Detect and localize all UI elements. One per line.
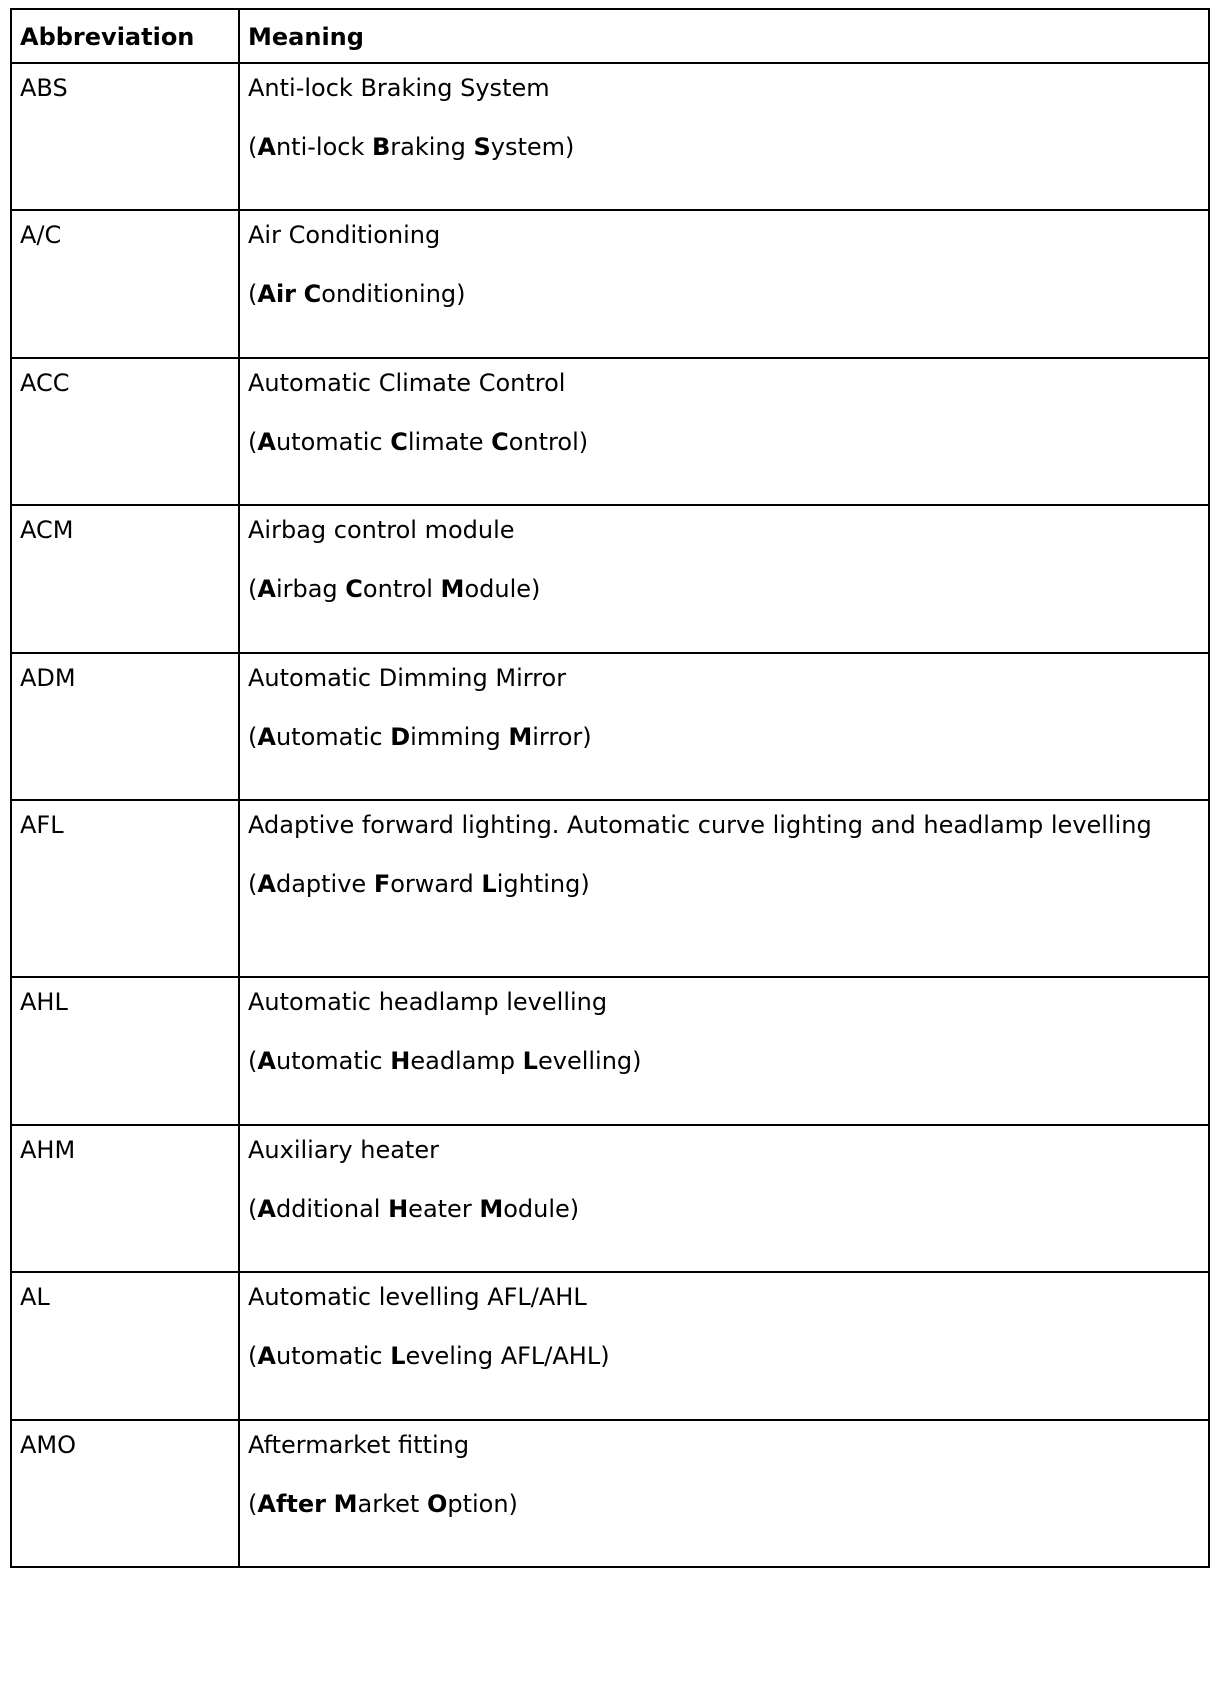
expansion-text: irbag (275, 575, 346, 604)
expansion-initial: L (481, 870, 497, 899)
meaning-description: Automatic levelling AFL/AHL (248, 1283, 587, 1311)
expansion-text: nti-lock (275, 133, 372, 162)
meaning-expansion (248, 721, 1200, 753)
expansion-initial: M (333, 1490, 358, 1519)
meaning-cell (239, 1125, 1209, 1272)
meaning-description: Airbag control module (248, 516, 515, 544)
expansion-initial: After (257, 1490, 326, 1519)
abbreviation-cell: A/C (11, 210, 239, 358)
expansion-initial: B (371, 133, 391, 162)
expansion-initial: Air (257, 280, 297, 309)
meaning-description: Automatic Climate Control (248, 369, 566, 397)
meaning-expansion (248, 1340, 1200, 1372)
table-row (11, 63, 1209, 210)
abbreviation-cell: ABS (11, 63, 239, 210)
expansion-initial: C (390, 428, 408, 457)
table-row (11, 653, 1209, 800)
table-row (11, 1272, 1209, 1420)
expansion-initial: A (257, 1195, 276, 1224)
expansion-text: ( (248, 428, 258, 457)
meaning-cell (239, 1420, 1209, 1567)
expansion-initial: A (257, 1047, 276, 1076)
expansion-text: odule) (464, 575, 541, 604)
expansion-text: ( (248, 133, 258, 162)
expansion-initial: C (491, 428, 509, 457)
expansion-text: irror) (532, 723, 592, 752)
expansion-initial: L (390, 1342, 406, 1371)
table-body (11, 63, 1209, 1567)
expansion-text: arket (357, 1490, 427, 1519)
expansion-text: utomatic (275, 428, 391, 457)
expansion-text: utomatic (275, 1342, 391, 1371)
expansion-text: raking (390, 133, 474, 162)
abbreviation-cell: AHM (11, 1125, 239, 1272)
expansion-initial: C (345, 575, 363, 604)
expansion-text: dditional (275, 1195, 389, 1224)
expansion-text: evelling) (537, 1047, 642, 1076)
abbreviation-table (10, 8, 1210, 1568)
table-row (11, 1420, 1209, 1567)
expansion-text: daptive (275, 870, 374, 899)
expansion-text: ( (248, 1195, 258, 1224)
expansion-initial: M (508, 723, 533, 752)
meaning-expansion (248, 278, 1200, 310)
meaning-expansion (248, 426, 1200, 458)
expansion-text: ( (248, 870, 258, 899)
expansion-text: ( (248, 1342, 258, 1371)
meaning-description: Automatic headlamp levelling (248, 988, 608, 1016)
expansion-text: ( (248, 575, 258, 604)
meaning-description: Anti-lock Braking System (248, 74, 550, 102)
meaning-expansion (248, 1193, 1200, 1225)
meaning-cell (239, 1272, 1209, 1420)
table-row (11, 800, 1209, 977)
expansion-text: ( (248, 1047, 258, 1076)
expansion-text (326, 1490, 334, 1518)
meaning-expansion (248, 573, 1200, 605)
expansion-text: ystem) (490, 133, 575, 162)
expansion-initial: O (426, 1490, 448, 1519)
meaning-expansion (248, 131, 1200, 163)
expansion-text: ontrol) (508, 428, 589, 457)
expansion-text: odule) (503, 1195, 580, 1224)
meaning-description: Auxiliary heater (248, 1136, 439, 1164)
header-abbreviation: Abbreviation (11, 9, 239, 63)
expansion-initial: S (473, 133, 491, 162)
meaning-cell (239, 358, 1209, 505)
abbreviation-cell: ADM (11, 653, 239, 800)
expansion-text: limate (407, 428, 492, 457)
meaning-cell (239, 63, 1209, 210)
expansion-text (296, 280, 304, 308)
expansion-text: ( (248, 280, 258, 309)
table-row (11, 210, 1209, 358)
meaning-cell (239, 505, 1209, 653)
meaning-expansion (248, 1488, 1200, 1520)
expansion-initial: H (388, 1195, 409, 1224)
meaning-cell (239, 210, 1209, 358)
expansion-initial: F (373, 870, 391, 899)
meaning-expansion (248, 868, 1200, 900)
expansion-text: utomatic (275, 723, 391, 752)
expansion-initial: A (257, 870, 276, 899)
expansion-initial: A (257, 428, 276, 457)
expansion-initial: A (257, 723, 276, 752)
expansion-initial: C (303, 280, 322, 309)
meaning-description: Automatic Dimming Mirror (248, 664, 567, 692)
expansion-initial: D (390, 723, 411, 752)
meaning-description: Adaptive forward lighting. Automatic curve lighting and headlamp levelling (248, 811, 1152, 839)
meaning-cell (239, 800, 1209, 977)
expansion-text: eater (408, 1195, 480, 1224)
expansion-text: ( (248, 723, 258, 752)
expansion-text: ighting) (496, 870, 590, 899)
abbreviation-cell: AFL (11, 800, 239, 977)
expansion-text: eveling AFL/AHL) (405, 1342, 610, 1371)
table-row (11, 505, 1209, 653)
meaning-description: Aftermarket fitting (248, 1431, 470, 1459)
abbreviation-cell: AMO (11, 1420, 239, 1567)
expansion-text: ( (248, 1490, 258, 1519)
expansion-initial: A (257, 133, 276, 162)
header-row (11, 9, 1209, 63)
expansion-text: orward (390, 870, 482, 899)
abbreviation-cell: ACM (11, 505, 239, 653)
expansion-text: ption) (447, 1490, 518, 1519)
expansion-initial: A (257, 1342, 276, 1371)
meaning-description: Air Conditioning (248, 221, 441, 249)
abbreviation-cell: AL (11, 1272, 239, 1420)
expansion-text: eadlamp (410, 1047, 523, 1076)
expansion-initial: A (257, 575, 276, 604)
abbreviation-cell: AHL (11, 977, 239, 1125)
expansion-text: imming (410, 723, 509, 752)
meaning-cell (239, 653, 1209, 800)
expansion-initial: M (440, 575, 465, 604)
meaning-expansion (248, 1045, 1200, 1077)
expansion-text: onditioning) (321, 280, 466, 309)
expansion-initial: L (522, 1047, 538, 1076)
expansion-initial: M (479, 1195, 504, 1224)
table-row (11, 1125, 1209, 1272)
header-meaning: Meaning (239, 9, 1209, 63)
table-row (11, 358, 1209, 505)
abbreviation-cell: ACC (11, 358, 239, 505)
expansion-text: ontrol (362, 575, 441, 604)
expansion-initial: H (390, 1047, 411, 1076)
expansion-text: utomatic (275, 1047, 391, 1076)
table-row (11, 977, 1209, 1125)
meaning-cell (239, 977, 1209, 1125)
